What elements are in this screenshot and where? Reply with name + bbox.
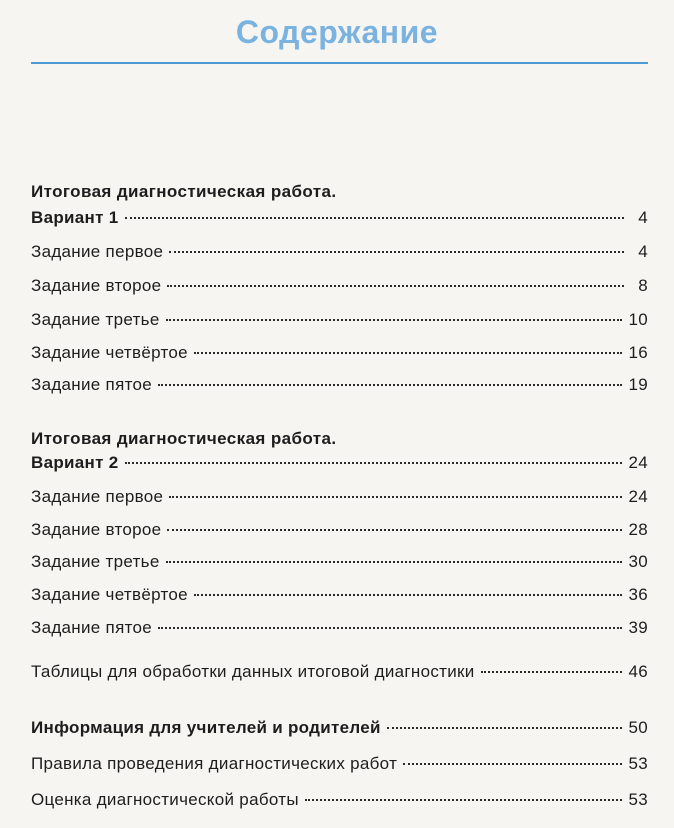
toc-entry[interactable] [31,275,648,297]
entry-page-number: 24 [628,487,648,506]
entry-page-number: 53 [628,790,648,809]
entry-page-number: 16 [628,343,648,362]
dot-leader [158,627,623,629]
entry-label: Задание пятое [31,375,152,394]
entry-label: Задание второе [31,276,162,295]
entry-label: Задание второе [31,520,162,539]
entry-label: Оценка диагностической работы [31,790,299,809]
entry-label: Таблицы для обработки данных итоговой диагностики [31,662,475,681]
entry-label: Вариант 1 [31,208,119,227]
entry-label: Задание первое [31,487,164,506]
entry-page-number: 30 [628,552,648,571]
page-title: Содержание [235,14,439,50]
entry-label: Задание пятое [31,618,152,637]
entry-page-number: 8 [638,276,648,295]
entry-page-number: 24 [628,453,648,472]
info-heading-entry[interactable] [31,717,648,739]
entry-page-number: 4 [638,242,648,261]
section1-variant-entry[interactable] [31,207,648,229]
dot-leader [169,496,622,498]
tables-entry[interactable] [31,661,648,683]
dot-leader [158,384,623,386]
section2-variant-entry[interactable] [31,452,648,474]
toc-entry[interactable] [31,309,648,331]
section1-heading: Итоговая диагностическая работа. [31,182,337,201]
toc-entry[interactable] [31,342,648,364]
entry-page-number: 10 [628,310,648,329]
entry-label: Задание четвёртое [31,585,188,604]
entry-label: Задание третье [31,552,160,571]
dot-leader [194,594,623,596]
toc-entry[interactable] [31,753,648,775]
dot-leader [481,671,623,673]
dot-leader [305,799,623,801]
section2-heading: Итоговая диагностическая работа. [31,429,337,448]
entry-label: Вариант 2 [31,453,119,472]
toc-entry[interactable] [31,519,648,541]
dot-leader [167,285,624,287]
dot-leader [194,352,623,354]
entry-page-number: 19 [628,375,648,394]
dot-leader [166,319,623,321]
entry-label: Задание третье [31,310,160,329]
toc-entry[interactable] [31,617,648,639]
entry-page-number: 46 [628,662,648,681]
dot-leader [125,217,625,219]
dot-leader [169,251,624,253]
dot-leader [403,763,622,765]
toc-entry[interactable] [31,551,648,573]
entry-label: Правила проведения диагностических работ [31,754,398,773]
dot-leader [166,561,623,563]
toc-entry[interactable] [31,486,648,508]
entry-page-number: 4 [638,208,648,227]
entry-page-number: 53 [628,754,648,773]
dot-leader [167,529,622,531]
title-underline [31,62,648,64]
dot-leader [125,462,623,464]
dot-leader [387,727,623,729]
entry-page-number: 36 [628,585,648,604]
entry-label: Задание четвёртое [31,343,188,362]
toc-entry[interactable] [31,584,648,606]
toc-entry[interactable] [31,374,648,396]
entry-page-number: 28 [628,520,648,539]
toc-entry[interactable] [31,241,648,263]
entry-page-number: 39 [628,618,648,637]
entry-label: Задание первое [31,242,164,261]
toc-entry[interactable] [31,789,648,811]
entry-label: Информация для учителей и родителей [31,718,381,737]
entry-page-number: 50 [628,718,648,737]
